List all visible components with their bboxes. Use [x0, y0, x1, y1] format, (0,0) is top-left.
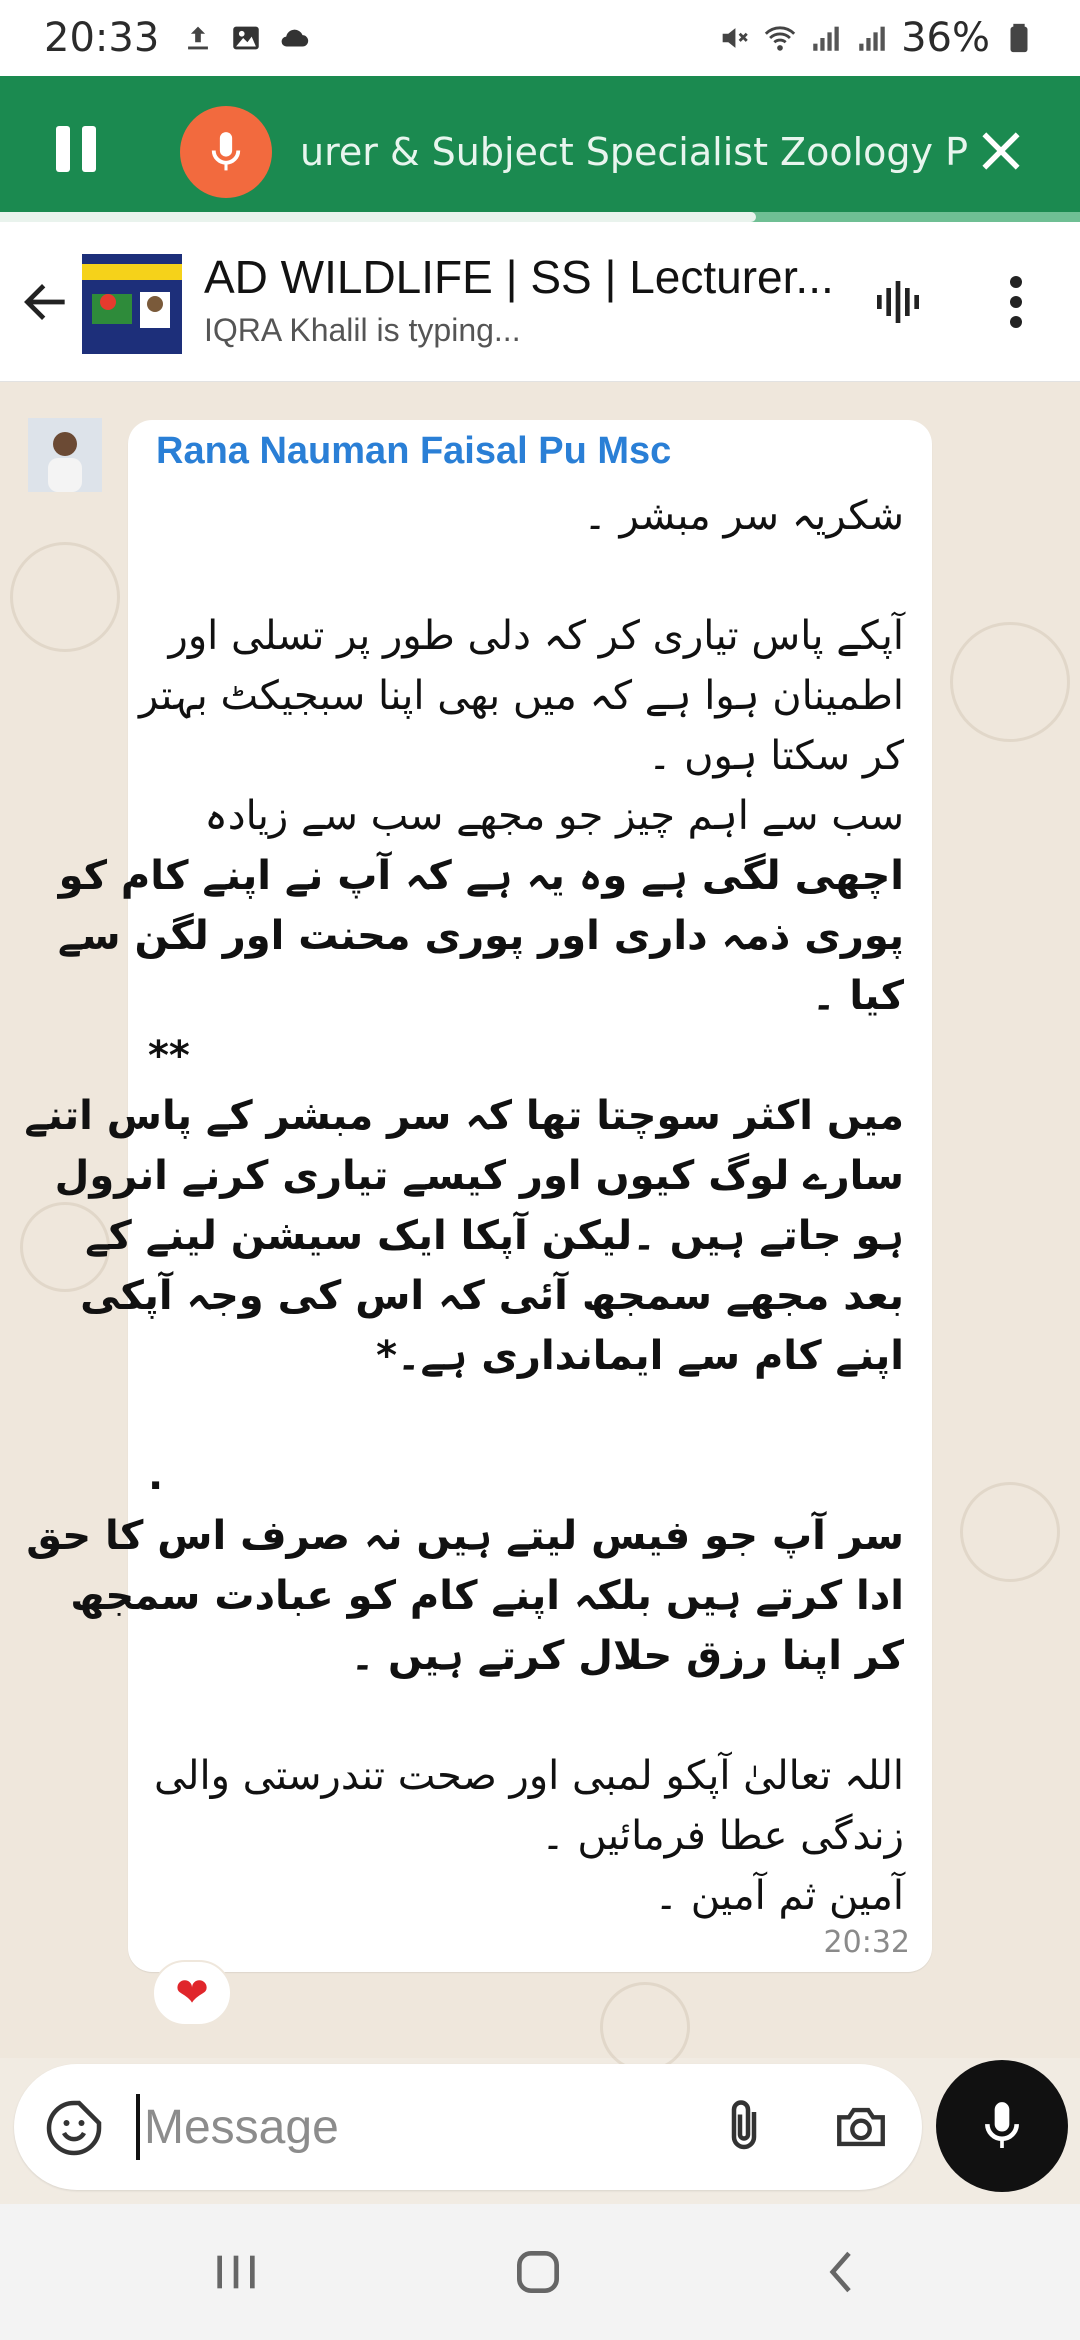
message-line — [148, 1386, 904, 1446]
background-doodle — [960, 1482, 1060, 1582]
image-icon — [229, 21, 263, 55]
message-line: پوری ذمہ داری اور پوری محنت اور لگن سے — [57, 913, 904, 959]
voice-banner-title: urer & Subject Specialist Zoology P — [300, 130, 968, 174]
message-line: ہو جاتے ہیں ۔لیکن آپکا ایک سیشن لینے کے — [85, 1213, 904, 1259]
chat-title[interactable]: AD WILDLIFE | SS | Lecturer... — [204, 251, 834, 303]
close-icon[interactable] — [976, 126, 1026, 176]
back-icon[interactable] — [812, 2244, 872, 2300]
sender-name[interactable]: Rana Nauman Faisal Pu Msc — [156, 430, 672, 472]
message-line — [148, 1686, 904, 1746]
message-line: شکریہ سر مبشر ۔ — [583, 493, 904, 539]
attach-icon[interactable] — [714, 2096, 774, 2158]
pause-button[interactable] — [56, 126, 100, 172]
message-line: . — [148, 1453, 164, 1499]
message-line: اللہ تعالیٰ آپکو لمبی اور صحت تندرستی والی — [153, 1753, 904, 1799]
message-line: اطمینان ہوا ہے کہ میں بھی اپنا سبجیکٹ بہتر — [139, 673, 904, 719]
group-avatar[interactable] — [80, 252, 180, 352]
message-line: اچھی لگی ہے وہ یہ ہے کہ آپ نے اپنے کام کو — [58, 853, 904, 899]
sender-avatar[interactable] — [28, 418, 102, 492]
voice-progress-fill — [0, 212, 756, 222]
battery-icon — [1002, 21, 1036, 55]
mic-icon — [180, 106, 272, 198]
wifi-icon — [763, 21, 797, 55]
message-line: آپکے پاس تیاری کر کہ دلی طور پر تسلی اور — [168, 613, 904, 659]
status-right — [717, 15, 1036, 61]
heart-reaction[interactable]: ❤ — [152, 1960, 232, 2026]
home-icon[interactable] — [508, 2244, 568, 2300]
back-arrow-icon[interactable] — [18, 274, 74, 330]
typing-status: IQRA Khalil is typing... — [204, 312, 521, 348]
message-line: میں اکثر سوچتا تھا کہ سر مبشر کے پاس اتنے — [24, 1093, 904, 1139]
mute-icon — [717, 21, 751, 55]
status-left-icons — [181, 21, 311, 55]
battery-percent: 36% — [901, 15, 990, 61]
mic-icon — [980, 2097, 1024, 2155]
message-line: ** — [148, 1033, 190, 1079]
message-line: کر اپنا رزق حلال کرتے ہیں ۔ — [350, 1633, 904, 1679]
background-doodle — [950, 622, 1070, 742]
message-line: زندگی عطا فرمائیں ۔ — [541, 1813, 904, 1859]
recents-icon[interactable] — [206, 2244, 266, 2300]
status-bar — [0, 0, 1080, 76]
message-timestamp: 20:32 — [823, 1925, 910, 1960]
message-line: سارے لوگ کیوں اور کیسے تیاری کرنے انرول — [54, 1153, 904, 1199]
message-text — [24, 486, 904, 1926]
message-line — [148, 546, 904, 606]
system-navigation-bar — [0, 2204, 1080, 2340]
message-line: بعد مجھے سمجھ آئی کہ اس کی وجہ آپکی — [80, 1273, 904, 1319]
message-bubble[interactable] — [24, 420, 932, 1972]
voice-chat-icon[interactable] — [870, 274, 926, 330]
message-line: اپنے کام سے ایمانداری ہے۔* — [376, 1333, 904, 1379]
text-cursor — [136, 2094, 140, 2160]
chat-area[interactable] — [0, 382, 1080, 2058]
background-doodle — [10, 542, 120, 652]
message-input[interactable] — [144, 2088, 704, 2166]
cloud-icon — [277, 21, 311, 55]
background-doodle — [600, 1982, 690, 2072]
message-line: سر آپ جو فیس لیتے ہیں نہ صرف اس کا حق — [26, 1513, 904, 1559]
upload-icon — [181, 21, 215, 55]
message-line: سب سے اہم چیز جو مجھے سب سے زیادہ — [204, 793, 904, 839]
voice-progress-bar[interactable] — [0, 212, 1080, 222]
chat-header — [0, 222, 1080, 382]
signal-icon — [855, 21, 889, 55]
message-line: کیا ۔ — [812, 973, 904, 1019]
signal-icon — [809, 21, 843, 55]
message-line: آمین ثم آمین ۔ — [654, 1873, 904, 1919]
status-time: 20:33 — [44, 15, 160, 61]
emoji-sticker-icon[interactable] — [44, 2098, 104, 2158]
voice-playback-banner — [0, 76, 1080, 222]
message-line: ادا کرتے ہیں بلکہ اپنے کام کو عبادت سمجھ — [70, 1573, 904, 1619]
message-line: کر سکتا ہوں ۔ — [647, 733, 904, 779]
voice-record-button[interactable] — [936, 2060, 1068, 2192]
more-options-icon[interactable] — [996, 272, 1036, 332]
camera-icon[interactable] — [830, 2098, 892, 2156]
message-composer — [14, 2064, 922, 2190]
